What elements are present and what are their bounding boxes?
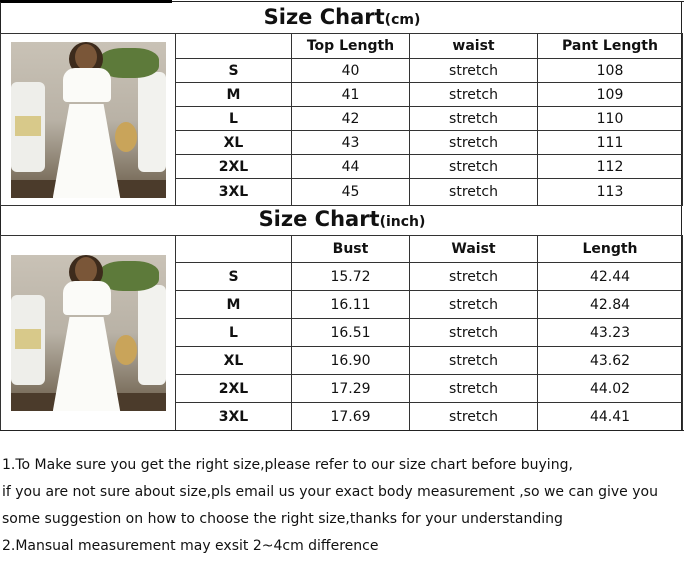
size-label: XL xyxy=(176,347,292,375)
header-waist: Waist xyxy=(410,236,538,263)
cell-waist: stretch xyxy=(410,59,538,83)
header-bust: Bust xyxy=(292,236,410,263)
size-label: L xyxy=(176,319,292,347)
size-label: L xyxy=(176,107,292,131)
cell-pant-length: 110 xyxy=(538,107,683,131)
cell-bust: 15.72 xyxy=(292,263,410,291)
size-label: 3XL xyxy=(176,403,292,431)
cm-title-text: Size Chart xyxy=(263,5,385,29)
cell-top-length: 44 xyxy=(292,155,410,179)
size-label: M xyxy=(176,83,292,107)
size-label: 2XL xyxy=(176,375,292,403)
size-label: S xyxy=(176,59,292,83)
cm-chart-title xyxy=(0,5,684,29)
photo-cell xyxy=(1,236,176,431)
table-header-row xyxy=(1,34,683,59)
cm-unit-text: (cm) xyxy=(384,12,421,28)
note-line: 2.Mansual measurement may exsit 2~4cm difference xyxy=(2,538,379,554)
size-label: XL xyxy=(176,131,292,155)
cell-length: 44.41 xyxy=(538,403,683,431)
notes-section xyxy=(0,430,684,588)
header-length: Length xyxy=(538,236,683,263)
size-label: S xyxy=(176,263,292,291)
product-photo xyxy=(11,255,166,411)
cell-waist: stretch xyxy=(410,263,538,291)
header-size xyxy=(176,34,292,59)
cell-top-length: 41 xyxy=(292,83,410,107)
cell-length: 44.02 xyxy=(538,375,683,403)
cell-waist: stretch xyxy=(410,291,538,319)
cell-pant-length: 111 xyxy=(538,131,683,155)
header-size xyxy=(176,236,292,263)
cell-length: 43.23 xyxy=(538,319,683,347)
cell-bust: 16.90 xyxy=(292,347,410,375)
cell-pant-length: 113 xyxy=(538,179,683,206)
photo-cell xyxy=(1,34,176,206)
cell-pant-length: 109 xyxy=(538,83,683,107)
note-line: some suggestion on how to choose the right size,thanks for your understanding xyxy=(2,511,563,527)
product-photo xyxy=(11,42,166,198)
inch-unit-text: (inch) xyxy=(379,214,426,230)
size-table-cm xyxy=(0,33,683,206)
cell-waist: stretch xyxy=(410,375,538,403)
cell-bust: 17.29 xyxy=(292,375,410,403)
cell-bust: 16.51 xyxy=(292,319,410,347)
header-pant-length: Pant Length xyxy=(538,34,683,59)
cell-waist: stretch xyxy=(410,319,538,347)
cell-bust: 17.69 xyxy=(292,403,410,431)
size-label: M xyxy=(176,291,292,319)
cell-waist: stretch xyxy=(410,179,538,206)
cell-top-length: 42 xyxy=(292,107,410,131)
cell-waist: stretch xyxy=(410,155,538,179)
header-waist: waist xyxy=(410,34,538,59)
cell-bust: 16.11 xyxy=(292,291,410,319)
table-header-row xyxy=(1,236,683,263)
cell-top-length: 40 xyxy=(292,59,410,83)
note-line: 1.To Make sure you get the right size,please refer to our size chart before buying, xyxy=(2,457,573,473)
cell-waist: stretch xyxy=(410,107,538,131)
top-border xyxy=(172,1,684,2)
cell-top-length: 45 xyxy=(292,179,410,206)
cell-waist: stretch xyxy=(410,347,538,375)
cell-waist: stretch xyxy=(410,403,538,431)
cell-pant-length: 108 xyxy=(538,59,683,83)
cell-length: 42.44 xyxy=(538,263,683,291)
cell-top-length: 43 xyxy=(292,131,410,155)
header-top-length: Top Length xyxy=(292,34,410,59)
size-label: 2XL xyxy=(176,155,292,179)
size-label: 3XL xyxy=(176,179,292,206)
inch-title-text: Size Chart xyxy=(258,207,380,231)
cell-waist: stretch xyxy=(410,131,538,155)
inch-chart-title xyxy=(0,207,684,231)
size-table-inch xyxy=(0,235,683,431)
cell-length: 42.84 xyxy=(538,291,683,319)
cell-pant-length: 112 xyxy=(538,155,683,179)
note-line: if you are not sure about size,pls email us your exact body measurement ,so we can give you xyxy=(2,484,658,500)
top-black-bar xyxy=(0,0,172,3)
cell-waist: stretch xyxy=(410,83,538,107)
cell-length: 43.62 xyxy=(538,347,683,375)
